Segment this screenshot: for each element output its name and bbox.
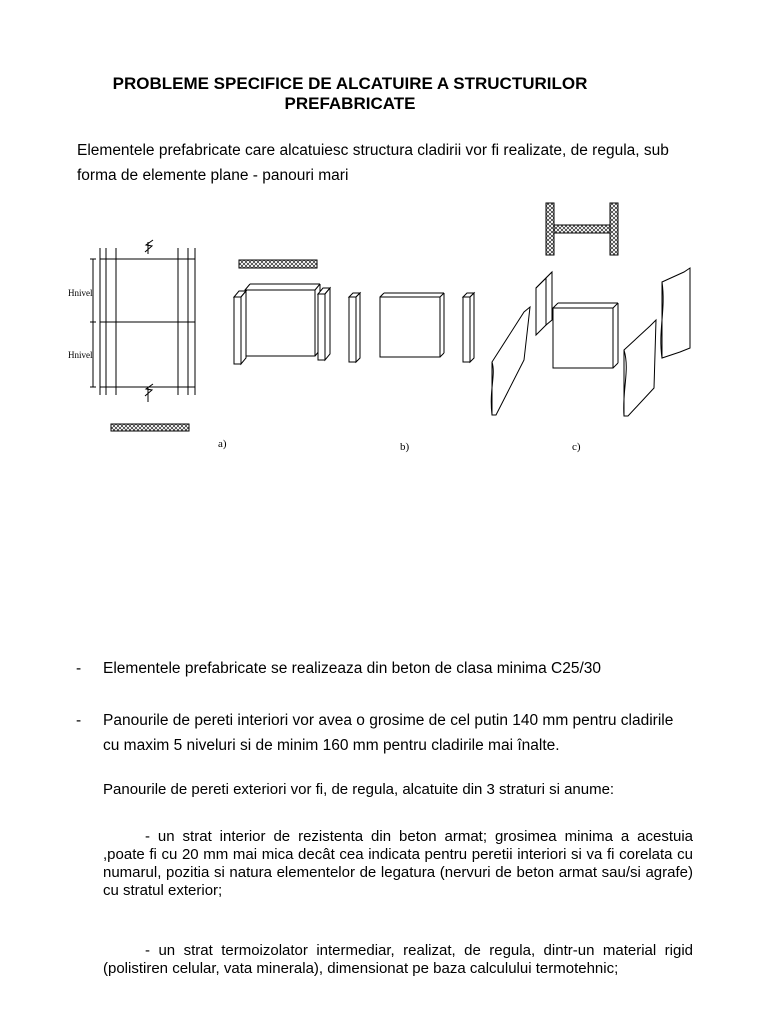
title-line-1: PROBLEME SPECIFICE DE ALCATUIRE A STRUCTURILOR: [112, 74, 588, 93]
panel-b-exploded: [349, 293, 474, 362]
panel-c-exploded: [491, 203, 690, 416]
bullet-text-1: Elementele prefabricate se realizeaza din beton de clasa minima C25/30: [103, 660, 602, 677]
panel-a-exploded: [234, 260, 330, 364]
title-line-2: PREFABRICATE: [284, 94, 416, 113]
label-b: b): [400, 441, 410, 453]
plan-section-a: [111, 424, 189, 431]
exterior-panels-paragraph: Panourile de pereti exteriori vor fi, de regula, alcatuite din 3 straturi si anume:: [103, 781, 615, 798]
bullet-text-2: Panourile de pereti interiori vor avea o grosime de cel putin 140 mm pentru cladirile cu maxim 5 niveluri si de minim 160 mm pentru cladirile mai înalte.: [103, 712, 674, 754]
hnivel-label-2: Hnivel: [68, 350, 93, 360]
layer-insulation-paragraph: - un strat termoizolator intermediar, realizat, de regula, dintr-un material rigid (polistiren celular, vata minerala), dimensionat pe baza calculului termotehnic;: [103, 942, 693, 977]
hnivel-label-1: Hnivel: [68, 288, 93, 298]
page-title: [60, 74, 640, 114]
layer-interior-paragraph: - un strat interior de rezistenta din beton armat; grosimea minima a acestuia ,poate fi cu 20 mm mai mica decât cea indicata pentru peretii interiori si va fi corelata cu numarul, pozitia si natura elementelor de legatura (nervuri de beton armat sau/si agrafe) cu stratul exterior;: [103, 828, 693, 899]
elevation-view: [90, 240, 195, 402]
panel-figure: [40, 200, 740, 470]
bullet-dash-2: -: [76, 712, 82, 729]
bullet-dash-1: -: [76, 660, 82, 677]
label-c: c): [572, 441, 581, 453]
intro-paragraph: Elementele prefabricate care alcatuiesc structura cladirii vor fi realizate, de regula, sub forma de elemente plane - panouri mari: [77, 142, 669, 184]
label-a: a): [218, 438, 227, 450]
